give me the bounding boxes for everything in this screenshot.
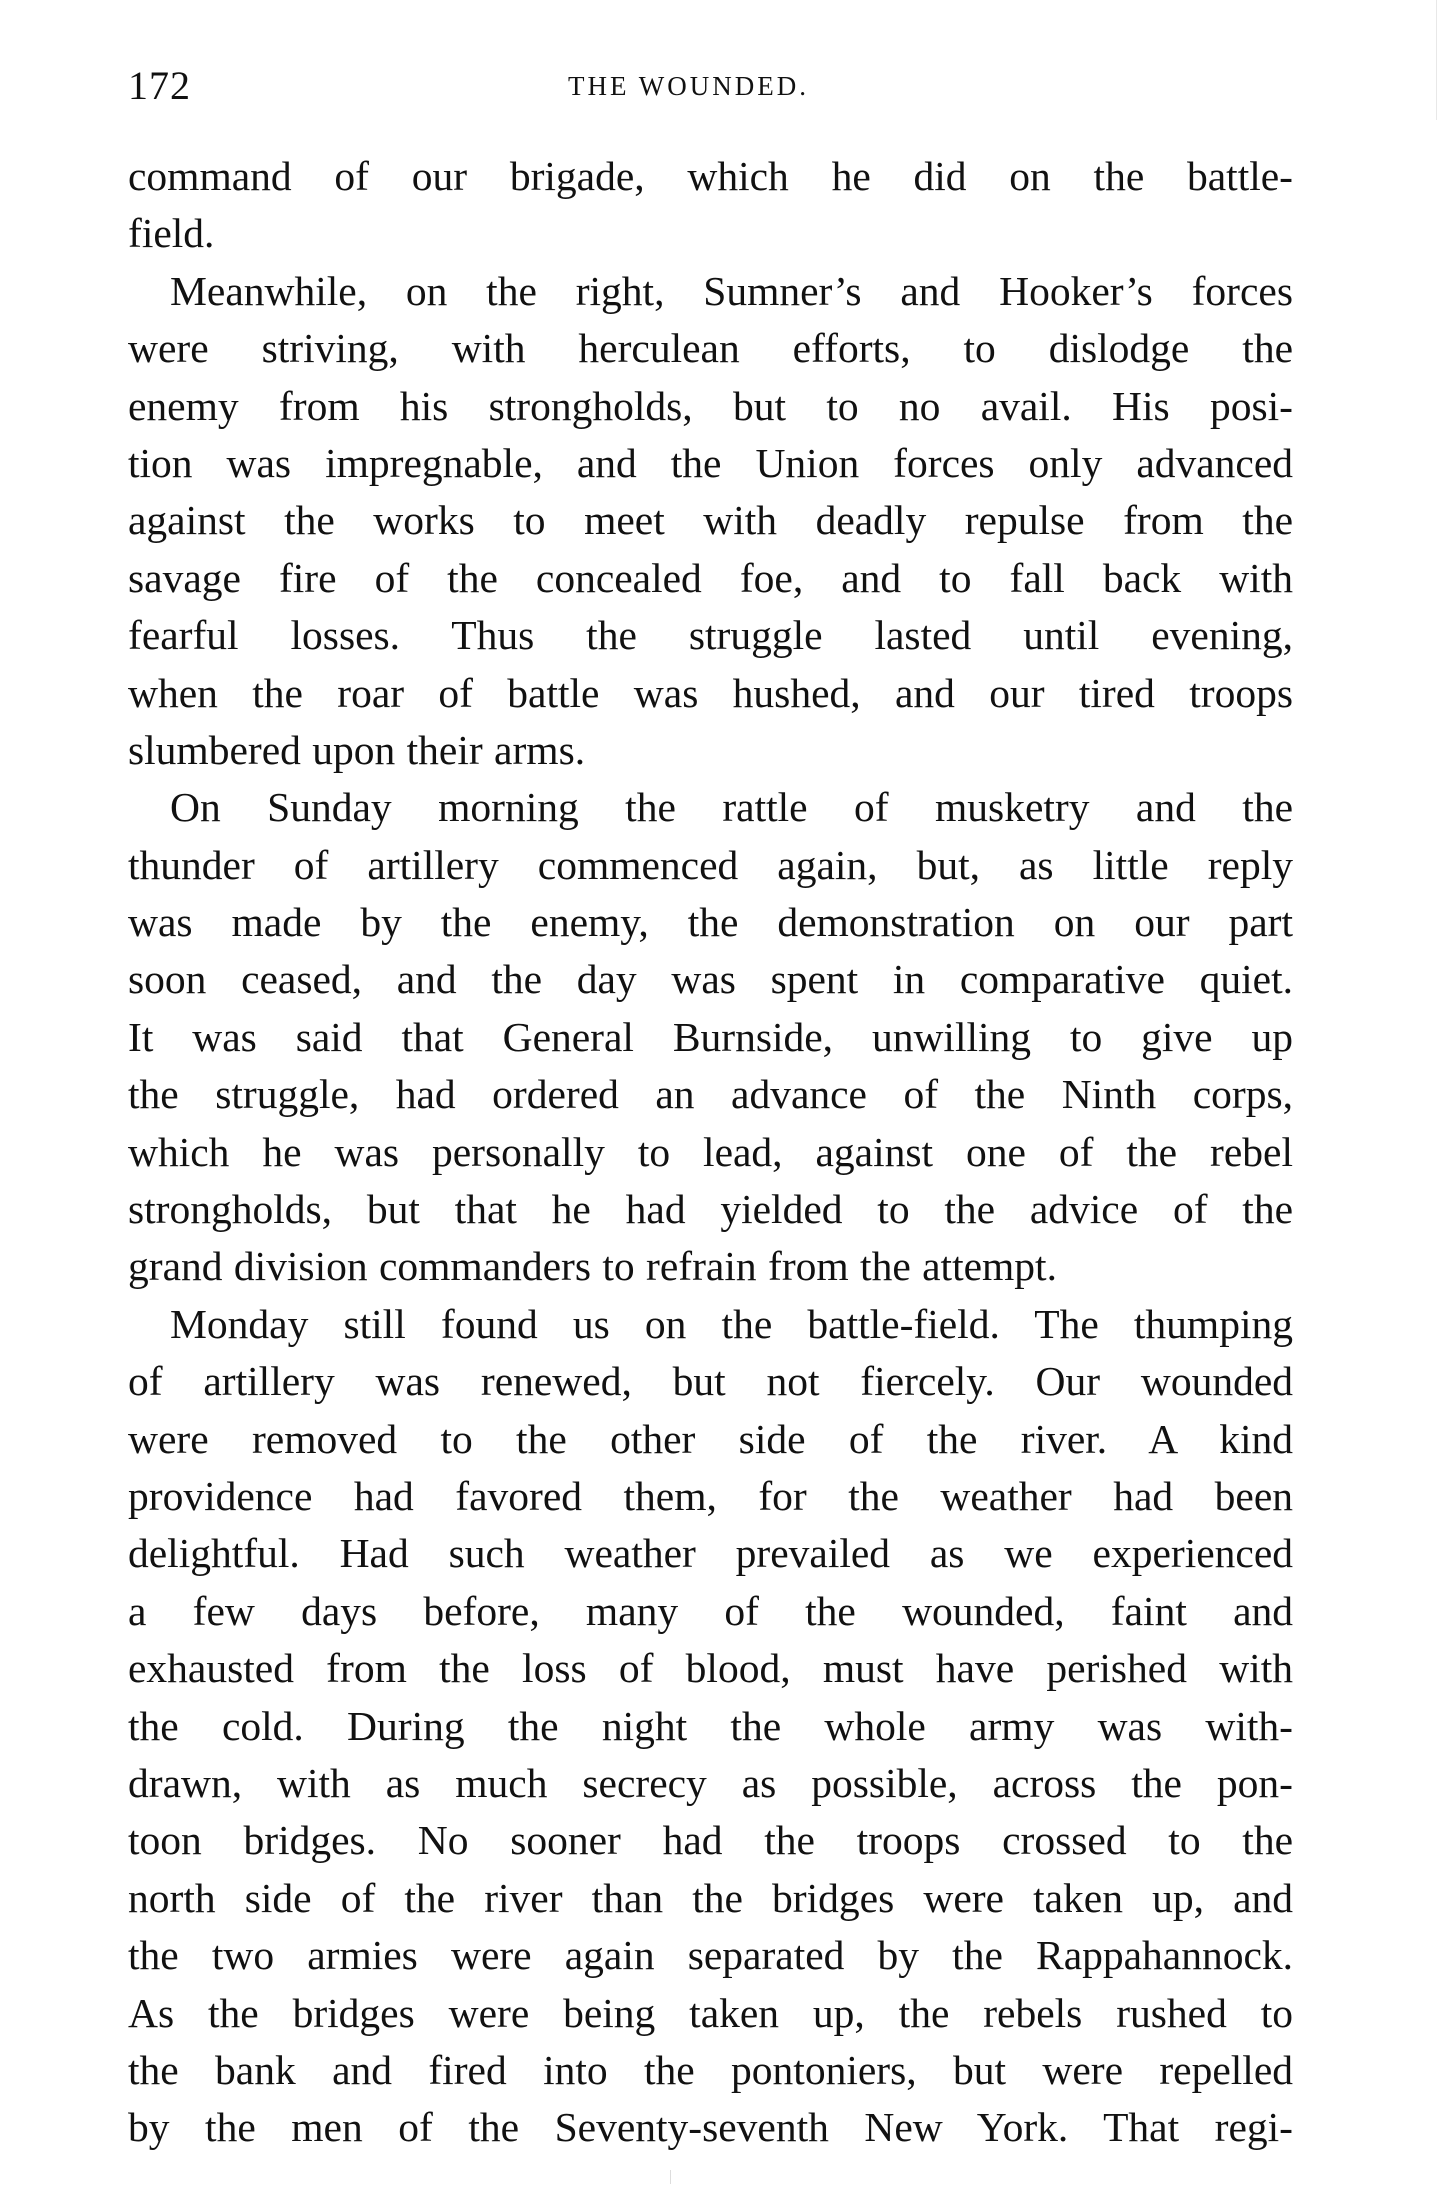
text-line: drawn, with as much secrecy as possible, across the pon- — [128, 1759, 1293, 1806]
text-line: were removed to the other side of the river. A kind — [128, 1415, 1293, 1462]
text-line: slumbered upon their arms. — [128, 726, 586, 773]
text-line: field. — [128, 210, 215, 257]
body-text — [128, 148, 1293, 2157]
text-line: On Sunday morning the rattle of musketry and the — [170, 784, 1293, 831]
text-line: the cold. During the night the whole army was with- — [128, 1702, 1293, 1749]
text-line: It was said that General Burnside, unwilling to give up — [128, 1013, 1293, 1060]
text-line: As the bridges were being taken up, the rebels rushed to — [128, 1989, 1293, 2036]
text-line: against the works to meet with deadly repulse from the — [128, 497, 1293, 544]
page-number: 172 — [128, 63, 191, 108]
text-line: Monday still found us on the battle-field. The thumping — [170, 1300, 1293, 1347]
text-line: enemy from his strongholds, but to no avail. His posi- — [128, 382, 1293, 429]
text-line: savage fire of the concealed foe, and to fall back with — [128, 554, 1293, 601]
text-line: command of our brigade, which he did on the battle- — [128, 153, 1293, 199]
text-line: was made by the enemy, the demonstration on our part — [128, 899, 1293, 946]
text-line: were striving, with herculean efforts, to dislodge the — [128, 325, 1293, 372]
text-line: providence had favored them, for the weather had been — [128, 1472, 1293, 1519]
text-line: Meanwhile, on the right, Sumner’s and Hooker’s forces — [170, 267, 1293, 314]
text-line: exhausted from the loss of blood, must have perished with — [128, 1645, 1293, 1692]
text-line: tion was impregnable, and the Union forces only advanced — [128, 439, 1293, 486]
chapter-title: THE WOUNDED. — [568, 71, 809, 101]
text-line: which he was personally to lead, against one of the rebel — [128, 1128, 1293, 1175]
text-line: thunder of artillery commenced again, but, as little reply — [128, 841, 1293, 888]
scan-bottom-mark — [670, 2170, 671, 2184]
text-line: the bank and fired into the pontoniers, but were repelled — [128, 2046, 1293, 2093]
text-line: north side of the river than the bridges were taken up, and — [128, 1874, 1293, 1921]
text-line: the two armies were again separated by the Rappahannock. — [128, 1932, 1293, 1979]
text-line: grand division commanders to refrain from the attempt. — [128, 1243, 1057, 1290]
text-line: strongholds, but that he had yielded to the advice of the — [128, 1186, 1293, 1233]
running-head — [128, 58, 1293, 118]
scan-edge-mark — [1436, 0, 1437, 120]
text-line: soon ceased, and the day was spent in comparative quiet. — [128, 956, 1293, 1003]
text-line: of artillery was renewed, but not fiercely. Our wounded — [128, 1358, 1293, 1405]
text-line: delightful. Had such weather prevailed as we experienced — [128, 1530, 1293, 1577]
text-line: fearful losses. Thus the struggle lasted until evening, — [128, 612, 1293, 659]
text-line: the struggle, had ordered an advance of the Ninth corps, — [128, 1071, 1293, 1118]
text-line: by the men of the Seventy-seventh New York. That regi- — [128, 2104, 1293, 2151]
text-line: a few days before, many of the wounded, faint and — [128, 1587, 1293, 1634]
text-line: when the roar of battle was hushed, and our tired troops — [128, 669, 1293, 716]
text-line: toon bridges. No sooner had the troops crossed to the — [128, 1817, 1293, 1864]
